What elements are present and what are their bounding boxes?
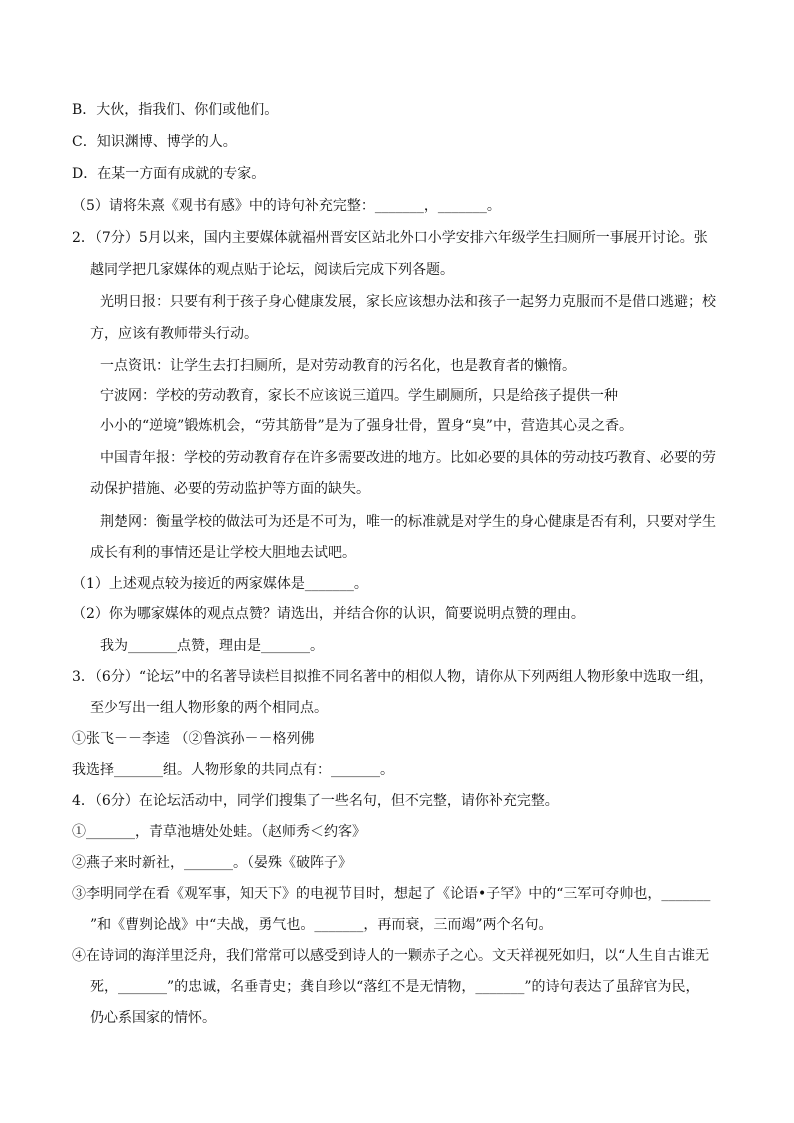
option-b: B．大伙，指我们、你们或他们。 (72, 102, 279, 118)
question-2-stem-cont: 越同学把几家媒体的观点贴于论坛，阅读后完成下列各题。 (90, 262, 454, 278)
media-ningbo: 宁波网：学校的劳动教育，家长不应该说三道四。学生刷厕所，只是给孩子提供一种 (100, 388, 618, 404)
question-4-item-4: ④在诗词的海洋里泛舟，我们常常可以感受到诗人的一颗赤子之心。文天祥视死如归，以“人生自古谁无 (72, 948, 710, 964)
media-jingchu-cont: 成长有利的事情还是让学校大胆地去试吧。 (90, 545, 356, 561)
question-3-stem-cont: 至少写出一组人物形象的两个相同点。 (90, 700, 328, 716)
media-guangming: 光明日报：只要有利于孩子身心健康发展，家长应该想办法和孩子一起努力克服而不是借口逃避；校 (100, 294, 716, 310)
question-2-2-answer: 我为_______点赞，理由是_______。 (100, 638, 324, 654)
question-2-stem: 2．（7分）5月以来，国内主要媒体就福州晋安区站北外口小学安排六年级学生扫厕所一事展开讨论。张 (72, 230, 708, 246)
question-4-item-3: ③李明同学在看《观军事，知天下》的电视节目时，想起了《论语•子罕》中的“三军可夺帅也，_______ (72, 886, 711, 902)
question-3-answer: 我选择_______组。人物形象的共同点有：_______。 (72, 762, 394, 778)
media-ningbo-cont: 小小的“逆境”锻炼机会，“劳其筋骨”是为了强身壮骨，置身“臭”中，营造其心灵之香。 (100, 418, 633, 434)
media-yidian: 一点资讯：让学生去打扫厕所，是对劳动教育的污名化，也是教育者的懒惰。 (100, 358, 576, 374)
question-4-item-2: ②燕子来时新社，_______。（晏殊《破阵子》 (72, 855, 352, 871)
question-1-5: （5）请将朱熹《观书有感》中的诗句补充完整：_______，_______。 (72, 198, 501, 214)
media-qingnian: 中国青年报：学校的劳动教育存在许多需要改进的地方。比如必要的具体的劳动技巧教育、必要的劳 (100, 450, 716, 466)
question-4-stem: 4．（6分）在论坛活动中，同学们搜集了一些名句，但不完整，请你补充完整。 (72, 793, 559, 809)
media-qingnian-cont: 动保护措施、必要的劳动监护等方面的缺失。 (90, 481, 370, 497)
question-4-item-1: ①_______，青草池塘处处蛙。（赵师秀＜约客》 (72, 824, 366, 840)
question-3-stem: 3．（6分）“论坛”中的名著导读栏目拟推不同名著中的相似人物，请你从下列两组人物形象中选取一组， (72, 669, 714, 685)
media-guangming-cont: 方，应该有教师带头行动。 (90, 326, 258, 342)
question-4-item-3-cont: ”和《曹刿论战》中“夫战，勇气也。_______，再而衰，三而竭”两个名句。 (90, 917, 553, 933)
question-4-item-4-end: 仍心系国家的情怀。 (90, 1010, 216, 1026)
question-3-options: ①张飞－－李逵 （②鲁滨孙－－格列佛 (72, 731, 315, 747)
question-4-item-4-cont: 死，_______”的忠诚，名垂青史；龚自珍以“落红不是无情物，_______”的诗句表达了虽辞官为民， (90, 979, 700, 995)
option-d: D．在某一方面有成就的专家。 (72, 166, 266, 182)
option-c: C．知识渊博、博学的人。 (72, 134, 237, 150)
question-2-2: （2）你为哪家媒体的观点点赞？请选出，并结合你的认识，简要说明点赞的理由。 (72, 606, 585, 622)
question-2-1: （1）上述观点较为接近的两家媒体是_______。 (72, 576, 368, 592)
media-jingchu: 荆楚网：衡量学校的做法可为还是不可为，唯一的标准就是对学生的身心健康是否有利，只要对学生 (100, 514, 716, 530)
